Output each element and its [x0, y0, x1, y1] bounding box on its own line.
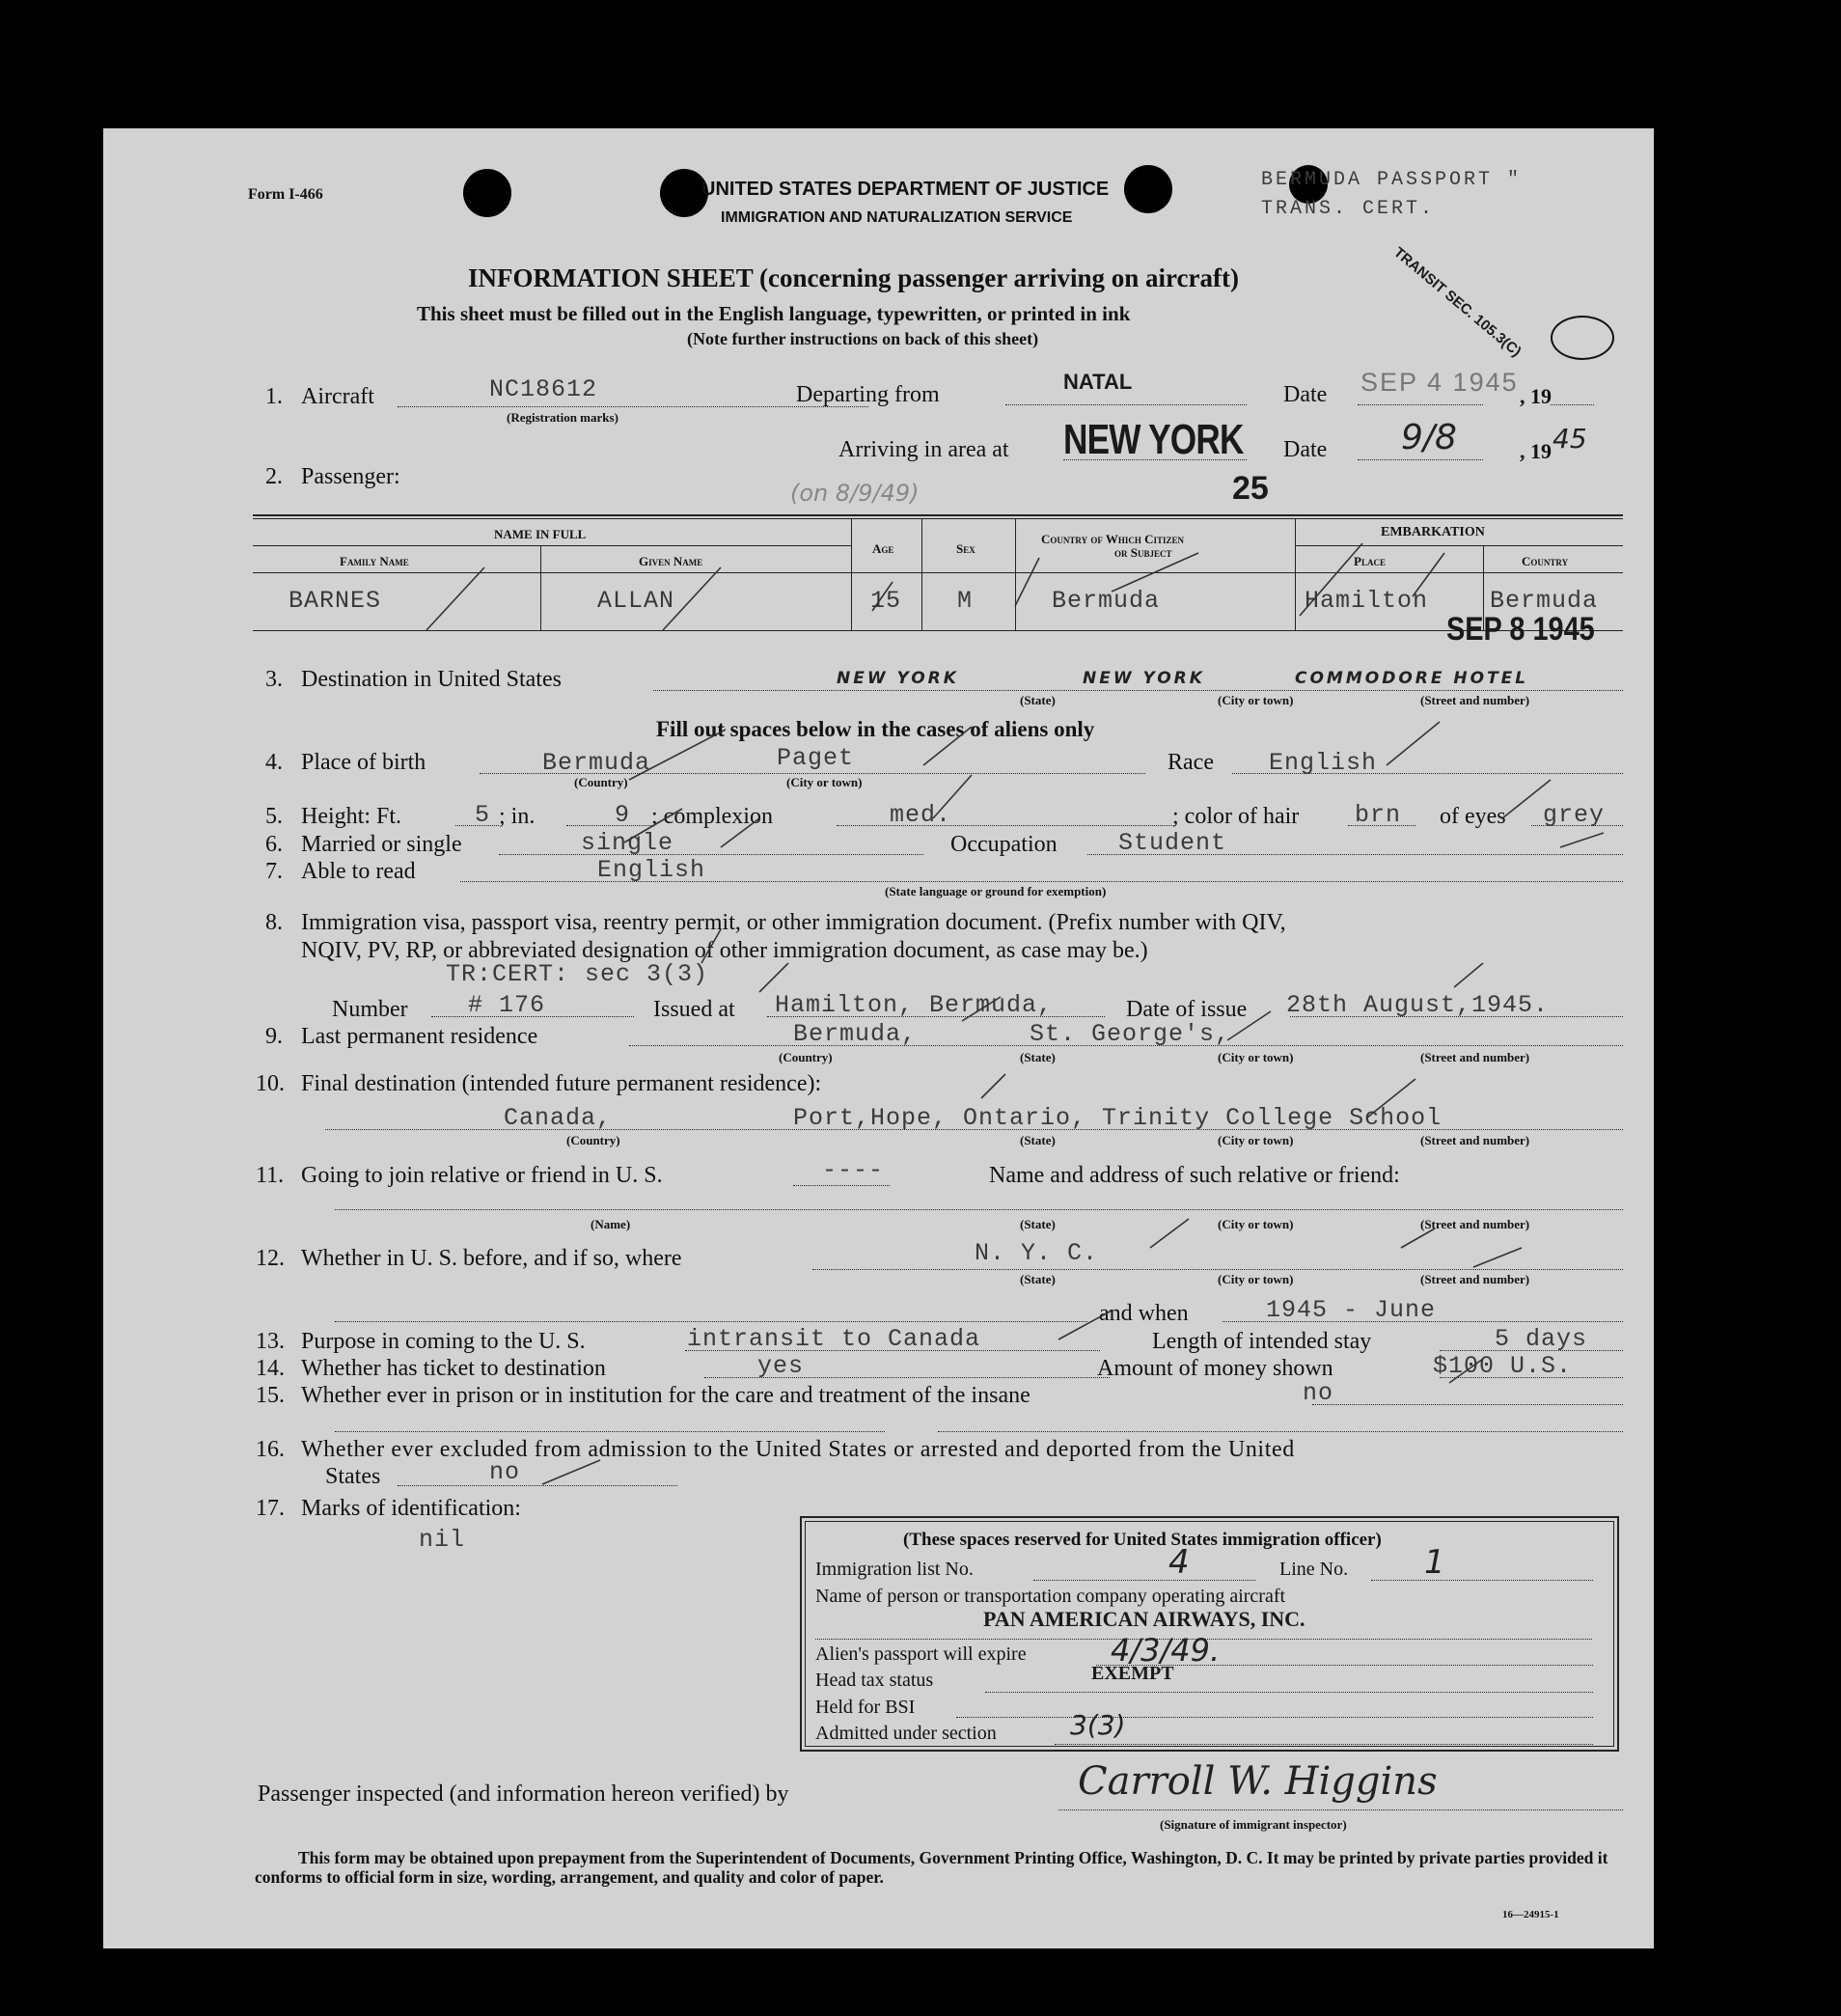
- form-subtitle: This sheet must be filled out in the English language, typewritten, or printed in ink: [417, 302, 1131, 325]
- inches-label: ; in.: [499, 804, 536, 829]
- birthplace-label: Place of birth: [301, 750, 426, 775]
- passenger-handwritten-note: (on 8/9/49): [790, 480, 920, 507]
- caption-state: (State): [1020, 1133, 1056, 1147]
- prison-value[interactable]: no: [1303, 1379, 1334, 1407]
- birth-city[interactable]: Paget: [777, 744, 855, 772]
- inspector-signature: Carroll W. Higgins: [1078, 1759, 1438, 1804]
- caption-city: (City or town): [1218, 1217, 1294, 1231]
- prior-visit-label: Whether in U. S. before, and if so, where: [301, 1246, 682, 1271]
- issue-date-label: Date of issue: [1126, 997, 1248, 1022]
- arriving-value[interactable]: NEW YORK: [1063, 416, 1244, 463]
- issue-date[interactable]: 28th August,1945.: [1286, 991, 1550, 1019]
- eyes-label: of eyes: [1440, 804, 1506, 829]
- caption-street: (Street and number): [1420, 1272, 1530, 1286]
- occupation-value[interactable]: Student: [1118, 829, 1227, 857]
- form-note: (Note further instructions on back of this sheet): [687, 329, 1039, 348]
- officer-box-heading: (These spaces reserved for United States immigration officer): [903, 1530, 1382, 1550]
- caption-country: (Country): [566, 1133, 620, 1147]
- departing-label: Departing from: [796, 382, 940, 407]
- passenger-stamp-number: 25: [1232, 470, 1269, 507]
- purpose-label: Purpose in coming to the U. S.: [301, 1329, 586, 1354]
- excluded-value[interactable]: no: [489, 1458, 521, 1486]
- line-value[interactable]: 1: [1424, 1543, 1445, 1582]
- read-value[interactable]: English: [597, 856, 706, 884]
- footer-text: This form may be obtained upon prepayment from the Superintendent of Documents, Government Printing Office, Washington, D. C. It may be printed by private parties provided it conforms to official form in size, wording, arrangement, and quality and color of paper.: [255, 1848, 1608, 1887]
- destination-state[interactable]: NEW YORK: [837, 669, 959, 688]
- given-name-cell[interactable]: ALLAN: [597, 587, 675, 615]
- stay-value[interactable]: 5 days: [1495, 1325, 1588, 1353]
- q12-number: 12.: [256, 1246, 285, 1271]
- excluded-line1: Whether ever excluded from admission to the United States or arrested and deported from the United: [301, 1437, 1295, 1462]
- destination-city[interactable]: NEW YORK: [1083, 669, 1205, 688]
- document-type[interactable]: TR:CERT: sec 3(3): [446, 960, 709, 988]
- marital-value[interactable]: single: [581, 829, 674, 857]
- age-cell[interactable]: 15: [870, 587, 902, 615]
- arrival-date-stamp: SEP 8 1945: [1446, 611, 1595, 648]
- birth-country[interactable]: Bermuda: [542, 749, 651, 777]
- date-label: Date: [1283, 382, 1328, 407]
- money-value[interactable]: $100 U.S.: [1433, 1352, 1573, 1380]
- inspection-label: Passenger inspected (and information hereon verified) by: [258, 1781, 789, 1807]
- caption-country: (Country): [779, 1050, 833, 1064]
- caption-street: (Street and number): [1420, 1133, 1530, 1147]
- q15-number: 15.: [256, 1383, 285, 1408]
- embarkation-country-cell[interactable]: Bermuda: [1490, 587, 1599, 615]
- caption-city: (City or town): [1218, 1050, 1294, 1064]
- passport-expiry-value[interactable]: 4/3/49.: [1111, 1632, 1221, 1669]
- final-country[interactable]: Canada,: [504, 1104, 613, 1132]
- money-label: Amount of money shown: [1097, 1356, 1333, 1381]
- signature-caption: (Signature of immigrant inspector): [1160, 1817, 1347, 1832]
- departing-value[interactable]: NATAL: [1063, 370, 1133, 394]
- issued-label: Issued at: [653, 997, 735, 1022]
- citizen-cell[interactable]: Bermuda: [1052, 587, 1161, 615]
- relative-name-label: Name and address of such relative or friend:: [989, 1163, 1400, 1188]
- name-in-full-header: NAME IN FULL: [494, 527, 587, 541]
- race-label: Race: [1168, 750, 1214, 775]
- passenger-label: Passenger:: [301, 464, 400, 489]
- issued-at[interactable]: Hamilton, Bermuda,: [775, 991, 1054, 1019]
- department-name: UNITED STATES DEPARTMENT OF JUSTICE: [701, 179, 1110, 200]
- embarkation-place-cell[interactable]: Hamilton: [1305, 587, 1429, 615]
- caption-city: (City or town): [1218, 693, 1294, 707]
- residence-country[interactable]: Bermuda,: [793, 1020, 918, 1048]
- height-inches[interactable]: 9: [615, 801, 631, 829]
- q8-number: 8.: [265, 910, 283, 935]
- q13-number: 13.: [256, 1329, 285, 1354]
- country-header-line2: or Subject: [1114, 545, 1172, 560]
- country-header-line1: Country of Which Citizen: [1041, 532, 1184, 546]
- headtax-label: Head tax status: [815, 1670, 934, 1691]
- caption-city-or-town: (City or town): [786, 775, 863, 789]
- q3-number: 3.: [265, 667, 283, 692]
- departing-date-value[interactable]: SEP 4 1945: [1360, 368, 1519, 397]
- caption-state: (State): [1020, 1050, 1056, 1064]
- marks-value[interactable]: nil: [419, 1526, 466, 1554]
- aircraft-value[interactable]: NC18612: [489, 375, 598, 403]
- when-value[interactable]: 1945 - June: [1266, 1296, 1437, 1324]
- arrival-year-prefix: , 19: [1520, 439, 1552, 463]
- corner-note-line2: TRANS. CERT.: [1261, 198, 1436, 220]
- corner-note-line1: BERMUDA PASSPORT ": [1261, 169, 1523, 191]
- caption-street: (Street and number): [1420, 1217, 1530, 1231]
- final-destination-label: Final destination (intended future permanent residence):: [301, 1071, 822, 1096]
- arrival-date-label: Date: [1283, 437, 1328, 462]
- read-caption: (State language or ground for exemption): [885, 884, 1107, 898]
- q17-number: 17.: [256, 1496, 285, 1521]
- embarkation-header: EMBARKATION: [1381, 525, 1485, 539]
- complexion-label: ; complexion: [651, 804, 773, 829]
- prior-visit-value[interactable]: N. Y. C.: [975, 1239, 1099, 1267]
- q5-number: 5.: [265, 804, 283, 829]
- caption-city: (City or town): [1218, 1133, 1294, 1147]
- caption-country: (Country): [574, 775, 628, 789]
- doc-number[interactable]: # 176: [468, 991, 546, 1019]
- list-label: Immigration list No.: [815, 1559, 974, 1580]
- company-value[interactable]: PAN AMERICAN AIRWAYS, INC.: [983, 1607, 1305, 1631]
- information-sheet-form: [103, 128, 1654, 1948]
- age-header: Age: [872, 541, 894, 556]
- q1-number: 1.: [265, 384, 283, 409]
- arrival-date-value[interactable]: 9/8: [1401, 418, 1457, 457]
- caption-state: (State): [1020, 693, 1056, 707]
- family-name-header: Family Name: [340, 554, 409, 568]
- prison-label: Whether ever in prison or in institution for the care and treatment of the insane: [301, 1383, 1030, 1408]
- place-header: Place: [1354, 554, 1386, 568]
- passport-expiry-label: Alien's passport will expire: [815, 1643, 1027, 1665]
- aircraft-label: Aircraft: [301, 384, 374, 409]
- height-feet[interactable]: 5: [475, 801, 491, 829]
- stay-label: Length of intended stay: [1152, 1329, 1372, 1354]
- q4-number: 4.: [265, 750, 283, 775]
- form-number: Form I-466: [248, 186, 323, 203]
- arrival-year-value[interactable]: 45: [1552, 423, 1587, 455]
- hair-value[interactable]: brn: [1355, 801, 1402, 829]
- given-name-header: Given Name: [639, 554, 703, 568]
- complexion-value[interactable]: med.: [890, 801, 952, 829]
- q2-number: 2.: [265, 464, 283, 489]
- q11-number: 11.: [256, 1163, 285, 1188]
- read-label: Able to read: [301, 859, 416, 884]
- q6-number: 6.: [265, 832, 283, 857]
- residence-state[interactable]: St. George's,: [1030, 1020, 1231, 1048]
- occupation-label: Occupation: [950, 832, 1058, 857]
- bsi-label: Held for BSI: [815, 1697, 916, 1718]
- sex-header: Sex: [956, 541, 975, 556]
- caption-street: (Street and number): [1420, 693, 1530, 707]
- headtax-value[interactable]: EXEMPT: [1091, 1663, 1174, 1684]
- race-value[interactable]: English: [1269, 749, 1378, 777]
- footer-code: 16—24915-1: [1502, 1909, 1559, 1920]
- q8-line2: NQIV, PV, RP, or abbreviated designation of other immigration document, as case may be.): [301, 938, 1148, 963]
- excluded-line2: States: [325, 1464, 381, 1489]
- caption-state: (State): [1020, 1272, 1056, 1286]
- doc-number-label: Number: [332, 997, 408, 1022]
- family-name-cell[interactable]: BARNES: [289, 587, 382, 615]
- registration-caption: (Registration marks): [507, 410, 618, 425]
- q9-number: 9.: [265, 1024, 283, 1049]
- final-destination-rest[interactable]: Port,Hope, Ontario, Trinity College School: [793, 1104, 1443, 1132]
- caption-state: (State): [1020, 1217, 1056, 1231]
- service-name: IMMIGRATION AND NATURALIZATION SERVICE: [721, 209, 1073, 226]
- admitted-value[interactable]: 3(3): [1070, 1709, 1126, 1741]
- admitted-label: Admitted under section: [815, 1723, 997, 1744]
- purpose-value[interactable]: intransit to Canada: [687, 1325, 981, 1353]
- arriving-label: Arriving in area at: [838, 437, 1009, 462]
- list-value[interactable]: 4: [1168, 1543, 1190, 1582]
- year-prefix: , 19: [1520, 384, 1552, 408]
- transit-stamp: TRANSIT SEC. 105.3(C): [1390, 244, 1525, 361]
- join-relative-label: Going to join relative or friend in U. S.: [301, 1163, 663, 1188]
- q7-number: 7.: [265, 859, 283, 884]
- ticket-label: Whether has ticket to destination: [301, 1356, 606, 1381]
- aliens-heading: Fill out spaces below in the cases of aliens only: [656, 717, 1095, 741]
- destination-street[interactable]: COMMODORE HOTEL: [1295, 669, 1529, 688]
- emb-country-header: Country: [1522, 554, 1569, 568]
- q16-number: 16.: [256, 1437, 285, 1462]
- destination-label: Destination in United States: [301, 667, 562, 692]
- check-marks: [103, 128, 1654, 1948]
- hair-label: ; color of hair: [1172, 804, 1300, 829]
- caption-street: (Street and number): [1420, 1050, 1530, 1064]
- q10-number: 10.: [256, 1071, 285, 1096]
- height-label: Height: Ft.: [301, 804, 402, 829]
- marital-label: Married or single: [301, 832, 462, 857]
- residence-label: Last permanent residence: [301, 1024, 538, 1049]
- when-label: and when: [1099, 1301, 1189, 1326]
- line-label: Line No.: [1279, 1559, 1349, 1580]
- caption-city: (City or town): [1218, 1272, 1294, 1286]
- marks-label: Marks of identification:: [301, 1496, 521, 1521]
- ticket-value[interactable]: yes: [757, 1352, 805, 1380]
- form-title: INFORMATION SHEET (concerning passenger arriving on aircraft): [468, 263, 1239, 292]
- q14-number: 14.: [256, 1356, 285, 1381]
- q8-line1: Immigration visa, passport visa, reentry permit, or other immigration document. (Prefix number with QIV,: [301, 910, 1286, 935]
- join-relative-value[interactable]: ----: [822, 1156, 885, 1184]
- company-label: Name of person or transportation company operating aircraft: [815, 1586, 1286, 1607]
- eyes-value[interactable]: grey: [1543, 801, 1606, 829]
- caption-name: (Name): [591, 1217, 631, 1231]
- sex-cell[interactable]: M: [957, 587, 974, 615]
